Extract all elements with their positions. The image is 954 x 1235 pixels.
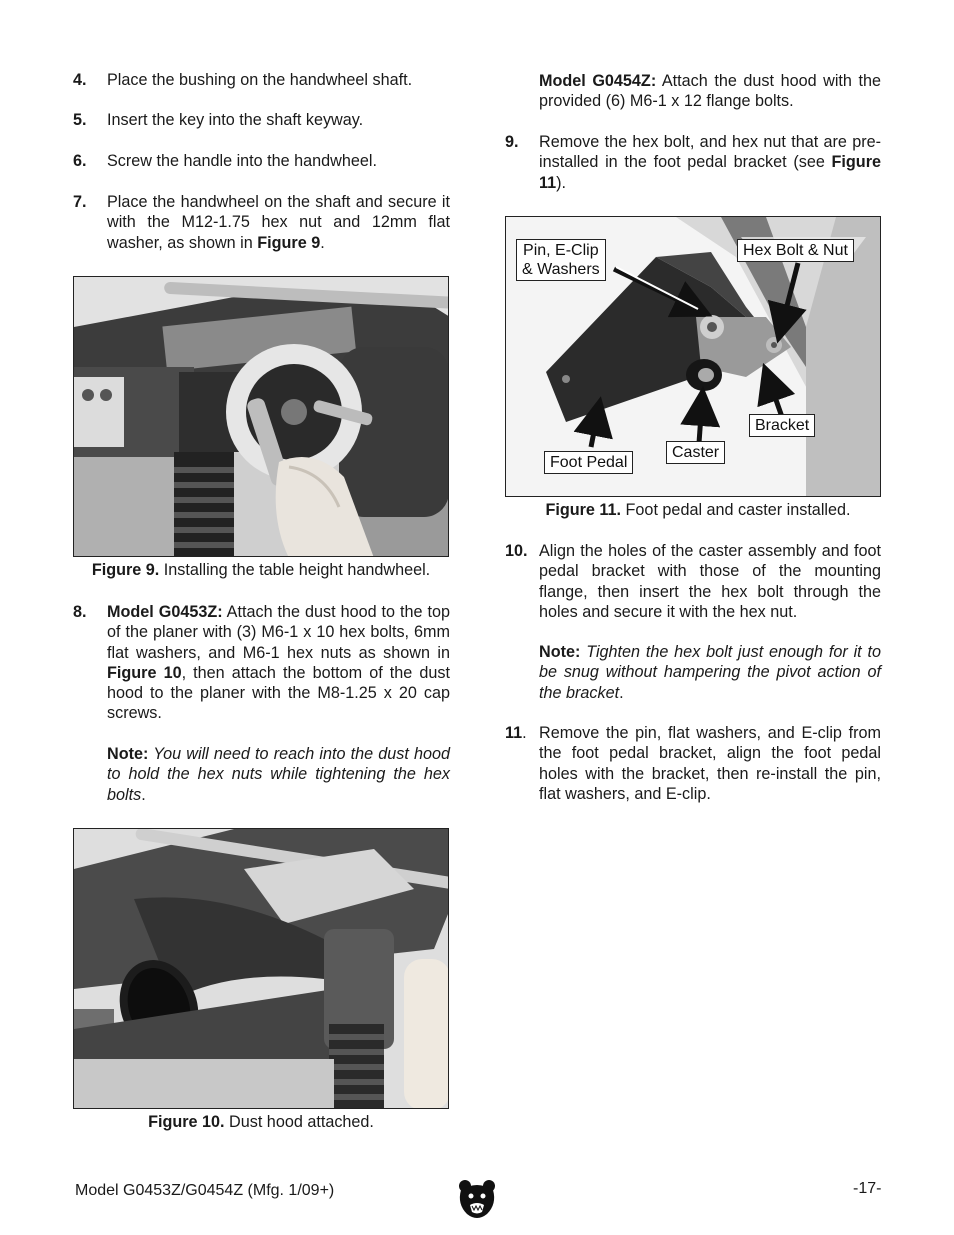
- callout-foot-pedal: Foot Pedal: [544, 451, 633, 474]
- step-text: Model G0453Z: Attach the dust hood to the top of the planer with (3) M6-1 x 10 hex bolts, 6mm flat washers, and M6-1 hex nuts as shown in Figure 10, then attach the bottom of the dust hood to the planer with the M8-1.25 x 20 cap screws.: [107, 603, 451, 723]
- model-label: Model G0454Z:: [539, 72, 657, 90]
- figure-11-caption: Figure 11. Foot pedal and caster installed.: [545, 501, 851, 519]
- step-number: 4.: [73, 71, 87, 89]
- page-number: -17-: [853, 1180, 882, 1197]
- planer-handwheel-illustration: [74, 277, 449, 557]
- step-9: [505, 132, 881, 194]
- step-number: 9.: [505, 133, 519, 151]
- step-7: [73, 192, 450, 254]
- step-8: [73, 602, 450, 726]
- figure-10-photo: [73, 828, 449, 1109]
- step-10: [505, 541, 881, 623]
- step-text: Remove the pin, flat washers, and E-clip from the foot pedal bracket, align the foot pedal holes with the bracket, then re-install the pin, flat washers, and E-clip.: [539, 724, 881, 803]
- figure-9-photo: [73, 276, 449, 557]
- callout-caster: Caster: [666, 441, 725, 464]
- figure-9-caption: Figure 9. Installing the table height handwheel.: [91, 561, 431, 579]
- step-number: 10.: [505, 542, 528, 560]
- step-text: Place the bushing on the handwheel shaft.: [107, 71, 413, 89]
- figure-ref: Figure 11: [539, 153, 881, 192]
- step-number: 7.: [73, 193, 87, 211]
- step-number: 11.: [505, 724, 527, 742]
- step-text: Screw the handle into the handwheel.: [107, 152, 377, 170]
- note-hex-bolt: Note: Tighten the hex bolt just enough for it to be snug without hampering the pivot action of the bracket.: [539, 643, 881, 702]
- figure-ref: Figure 10: [107, 663, 182, 682]
- model-g0454z-instruction: Model G0454Z: Attach the dust hood with the provided (6) M6-1 x 12 flange bolts.: [539, 72, 882, 111]
- step-text: Insert the key into the shaft keyway.: [107, 111, 364, 129]
- step-number: 8.: [73, 603, 87, 621]
- step-text: Remove the hex bolt, and hex nut that are pre-installed in the foot pedal bracket (see Figure 11).: [539, 133, 881, 192]
- step-11: [505, 723, 881, 805]
- callout-pin-eclip-washers: Pin, E-Clip & Washers: [516, 239, 606, 281]
- callout-hex-bolt-nut: Hex Bolt & Nut: [737, 239, 854, 262]
- figure-10-caption: Figure 10. Dust hood attached.: [148, 1113, 374, 1131]
- note-dust-hood: Note: You will need to reach into the dust hood to hold the hex nuts while tightening the hex bolts.: [107, 745, 450, 804]
- model-label: Model G0453Z:: [107, 603, 223, 621]
- step-text: Place the handwheel on the shaft and secure it with the M12-1.75 hex nut and 12mm flat washer, as shown in Figure 9.: [107, 193, 450, 252]
- figure-ref: Figure 9: [257, 233, 321, 252]
- footer-model: Model G0453Z/G0454Z (Mfg. 1/09+): [75, 1182, 335, 1199]
- step-text: Align the holes of the caster assembly and foot pedal bracket with those of the mounting flange, then insert the hex bolt through the holes and secure it with the hex nut.: [539, 542, 881, 621]
- dust-hood-illustration: [74, 829, 449, 1109]
- figure-11-photo: [505, 216, 881, 497]
- bear-logo-icon: [457, 1178, 497, 1222]
- callout-bracket: Bracket: [749, 414, 815, 437]
- step-number: 5.: [73, 111, 87, 129]
- step-number: 6.: [73, 152, 87, 170]
